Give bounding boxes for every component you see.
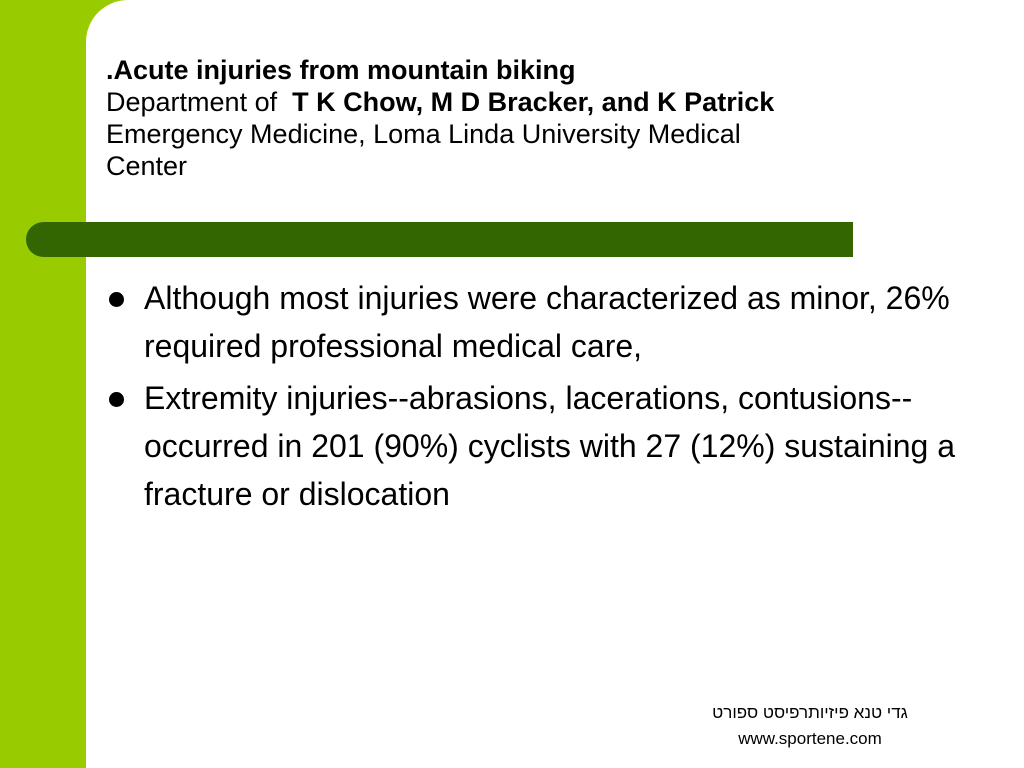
bullet-text: Extremity injuries--abrasions, lacerations, contusions--occurred in 201 (90%) cyclists with 27 (12%) sustaining a fracture or dislocation	[144, 380, 956, 512]
authors: T K Chow, M D Bracker, and K Patrick	[292, 87, 775, 117]
department-prefix: Department of	[106, 87, 278, 117]
bullet-text: Although most injuries were characterized as minor, 26% required professional medical care,	[144, 280, 950, 364]
bullet-dot-icon	[109, 392, 124, 407]
slide-title	[106, 54, 986, 182]
footer-credit: גדי טנא פיזיותרפיסט ספורט	[712, 703, 908, 722]
title-line-4: Center	[106, 151, 188, 181]
bullet-list	[106, 274, 966, 522]
bullet-dot-icon	[109, 292, 124, 307]
divider-bar	[26, 222, 853, 257]
bullet-item	[106, 274, 966, 370]
footer	[680, 700, 940, 752]
bullet-item	[106, 374, 966, 518]
footer-url: www.sportene.com	[738, 729, 882, 748]
title-line-2	[106, 86, 986, 118]
title-line-1: .Acute injuries from mountain biking	[106, 55, 576, 85]
title-line-3: Emergency Medicine, Loma Linda University Medical	[106, 119, 741, 149]
